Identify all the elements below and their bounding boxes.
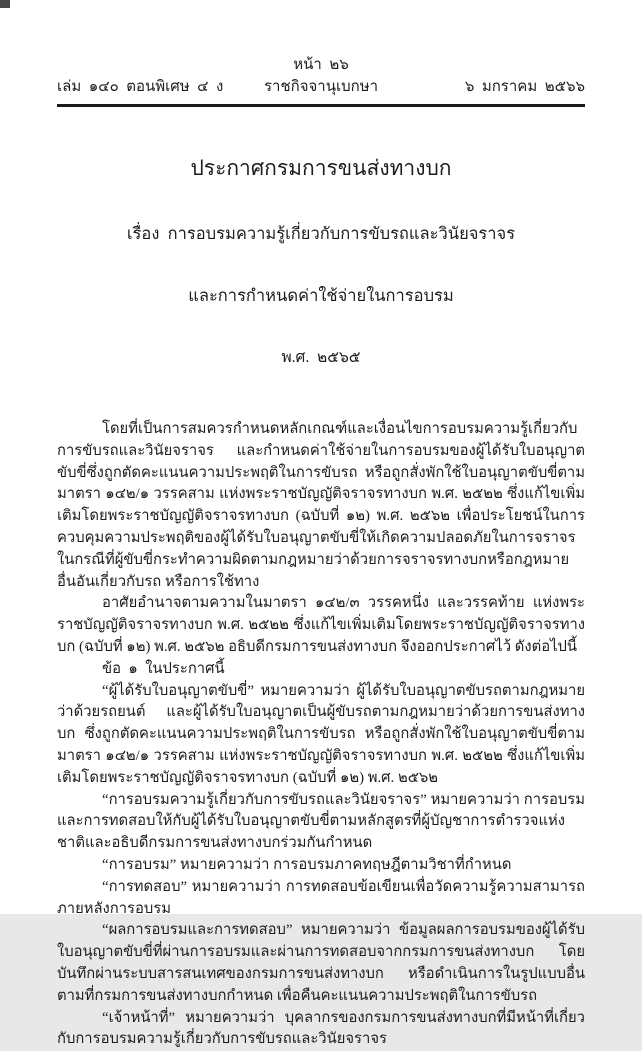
- body-paragraph: “การอบรมความรู้เกี่ยวกับการขับรถและวินัยจราจร” หมายความว่า การอบรมและการทดสอบให้กับผู้ได้รับใบอนุญาตขับขี่ตามหลักสูตรที่ผู้บัญชาการตำรวจแห่งชาติและอธิบดีกรมการขนส่งทางบกร่วมกันกำหนด: [57, 791, 585, 852]
- gazette-name: ราชกิจจานุเบกษา: [263, 79, 379, 95]
- body-paragraph: อาศัยอำนาจตามความในมาตรา ๑๔๒/๓ วรรคหนึ่ง และวรรคท้าย แห่งพระราชบัญญัติจราจรทางบก พ.ศ. ๒๕๒๒ ซึ่งแก้ไขเพิ่มเติมโดยพระราชบัญญัติจราจรทางบก (ฉบับที่ ๑๒) พ.ศ. ๒๕๖๒ อธิบดีกรมการขนส่งทางบก จึงออกประกาศไว้ ดังต่อไปนี้: [57, 595, 585, 655]
- body-paragraph: ข้อ ๑ ในประกาศนี้: [102, 660, 225, 677]
- announcement-body: [57, 419, 589, 1051]
- body-paragraph: “การอบรม” หมายความว่า การอบรมภาคทฤษฎีตามวิชาที่กำหนด: [102, 856, 512, 873]
- announcement-title-block: [57, 116, 585, 406]
- announcement-subject-line-2: และการกำหนดค่าใช้จ่ายในการอบรม: [188, 286, 454, 305]
- gazette-header: [57, 0, 585, 107]
- announcement-subject-line-1: เรื่อง การอบรมความรู้เกี่ยวกับการขับรถและวินัยจราจร: [126, 224, 516, 243]
- body-paragraph: “เจ้าหน้าที่” หมายความว่า บุคลากรของกรมการขนส่งทางบกที่มีหน้าที่เกี่ยวกับการอบรมความรู้เกี่ยวกับการขับรถและวินัยจราจร: [57, 1009, 585, 1048]
- body-paragraph: โดยที่เป็นการสมควรกำหนดหลักเกณฑ์และเงื่อนไขการอบรมความรู้เกี่ยวกับการขับรถและวินัยจราจร และกำหนดค่าใช้จ่ายในการอบรมของผู้ได้รับใบอนุญาตขับขี่ซึ่งถูกตัดคะแนนความประพฤติในการขับรถ หรือถูกสั่งพักใช้ใบอนุญาตขับขี่ตามมาตรา ๑๔๒/๑ วรรคสาม แห่งพระราชบัญญัติจราจรทางบก พ.ศ. ๒๕๒๒ ซึ่งแก้ไขเพิ่มเติมโดยพระราชบัญญัติจราจรทางบก (ฉบับที่ ๑๒) พ.ศ. ๒๕๖๒ เพื่อประโยชน์ในการควบคุมความประพฤติของผู้ได้รับใบอนุญาตขับขี่ให้เกิดความปลอดภัยในการจราจร ในกรณีที่ผู้ขับขี่กระทำความผิดตามกฎหมายว่าด้วยการจราจรทางบกหรือกฎหมายอื่นอันเกี่ยวกับรถ หรือการใช้ทาง: [57, 421, 585, 590]
- page-number: หน้า ๒๖: [293, 57, 349, 73]
- announcement-title: ประกาศกรมการขนส่งทางบก: [190, 156, 452, 180]
- body-paragraph: “ผู้ได้รับใบอนุญาตขับขี่” หมายความว่า ผู้ได้รับใบอนุญาตขับรถตามกฎหมายว่าด้วยรถยนต์ และผู้ได้รับใบอนุญาตเป็นผู้ขับรถตามกฎหมายว่าด้วยการขนส่งทางบก ซึ่งถูกตัดคะแนนความประพฤติในการขับรถ หรือถูกสั่งพักใช้ใบอนุญาตขับขี่ตามมาตรา ๑๔๒/๑ วรรคสาม แห่งพระราชบัญญัติจราจรทางบก พ.ศ. ๒๕๒๒ ซึ่งแก้ไขเพิ่มเติมโดยพระราชบัญญัติจราจรทางบก (ฉบับที่ ๑๒) พ.ศ. ๒๕๖๒: [57, 682, 585, 786]
- volume-label: เล่ม ๑๔๐ ตอนพิเศษ ๔ ง: [57, 79, 224, 95]
- issue-date: ๖ มกราคม ๒๕๖๖: [464, 79, 585, 95]
- body-paragraph: “ผลการอบรมและการทดสอบ” หมายความว่า ข้อมูลผลการอบรมของผู้ได้รับใบอนุญาตขับขี่ที่ผ่านการอบรมและผ่านการทดสอบจากกรมการขนส่งทางบก โดยบันทึกผ่านระบบสารสนเทศของกรมการขนส่งทางบก หรือดำเนินการในรูปแบบอื่น ตามที่กรมการขนส่งทางบกกำหนด เพื่อคืนคะแนนความประพฤติในการขับรถ: [57, 922, 589, 1004]
- announcement-year: พ.ศ. ๒๕๖๕: [281, 349, 361, 366]
- body-paragraph: “การทดสอบ” หมายความว่า การทดสอบข้อเขียนเพื่อวัดความรู้ความสามารถภายหลังการอบรม: [57, 878, 585, 917]
- scan-artifact-mark: [0, 0, 10, 8]
- gazette-header-row: [57, 78, 585, 107]
